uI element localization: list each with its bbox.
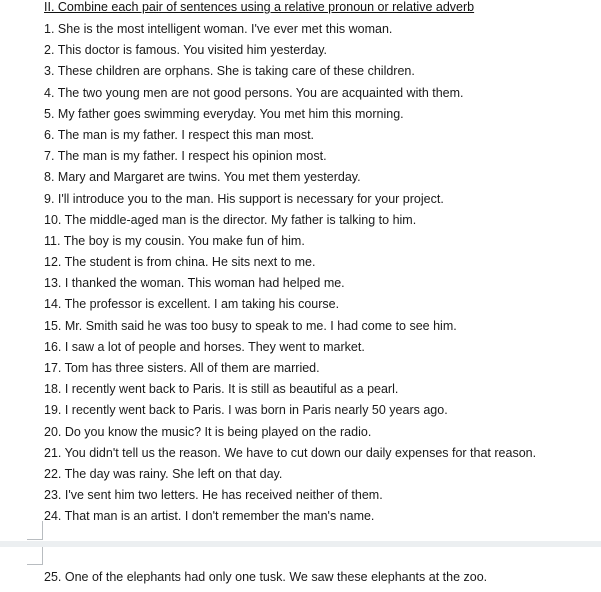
item-text: I've sent him two letters. He has received neither of them. [64,488,383,503]
exercise-item [44,422,536,443]
item-number: 25 . [44,570,65,584]
item-number: 20 . [44,425,65,439]
item-number: 13 . [44,276,65,290]
exercise-list [44,19,536,528]
item-text: I recently went back to Paris. I was born in Paris nearly 50 years ago. [64,403,448,418]
item-number: 3 . [44,64,58,78]
item-number: 21 . [44,446,65,460]
item-text: These children are orphans. She is taking care of these children. [57,64,415,79]
item-number: 8 . [44,170,58,184]
exercise-item [44,464,536,485]
exercise-item [44,125,536,146]
item-text: My father goes swimming everyday. You met him this morning. [57,106,404,121]
item-number: 17 . [44,361,65,375]
item-number: 9 . [44,192,58,206]
document-page-2 [0,547,601,592]
item-number: 24 . [44,509,65,523]
item-number: 7 . [44,149,58,163]
exercise-item [44,210,536,231]
item-number: 4 . [44,86,58,100]
item-number: 19 . [44,403,65,417]
item-number: 11 . [44,234,64,248]
exercise-item [44,189,536,210]
exercise-item [44,443,536,464]
exercise-item [44,167,536,188]
page-corner-mark [27,547,43,565]
item-number: 18 . [44,382,65,396]
exercise-item [44,252,536,273]
item-text: One of the elephants had only one tusk. We saw these elephants at the zoo. [64,570,488,584]
item-number: 23 . [44,488,65,502]
exercise-item [44,485,536,506]
item-number: 6 . [44,128,58,142]
item-text: The boy is my cousin. You make fun of him. [63,233,305,248]
item-number: 5 . [44,107,58,121]
item-number: 16 . [44,340,65,354]
item-text: The two young men are not good persons. You are acquainted with them. [57,85,464,100]
exercise-item [44,61,536,82]
exercise-item [44,358,536,379]
exercise-item [44,40,536,61]
exercise-item [44,379,536,400]
exercise-item [44,568,487,586]
item-text: Mr. Smith said he was too busy to speak to me. I had come to see him. [64,318,457,333]
exercise-item [44,83,536,104]
exercise-item [44,19,536,40]
item-text: The middle-aged man is the director. My father is talking to him. [64,212,417,227]
item-text: The day was rainy. She left on that day. [64,466,283,481]
item-text: The professor is excellent. I am taking his course. [64,297,340,312]
item-number: 14 . [44,297,65,311]
exercise-item [44,400,536,421]
item-number: 2 . [44,43,58,57]
item-text: Mary and Margaret are twins. You met them yesterday. [57,170,361,185]
item-text: I recently went back to Paris. It is still as beautiful as a pearl. [64,382,399,397]
item-text: The man is my father. I respect this man most. [57,127,315,142]
exercise-item [44,146,536,167]
exercise-item [44,104,536,125]
item-number: 12 . [44,255,65,269]
item-number: 10 . [44,213,65,227]
exercise-item [44,337,536,358]
item-text: I'll introduce you to the man. His support is necessary for your project. [57,191,444,206]
item-text: The man is my father. I respect his opinion most. [57,149,327,164]
page-corner-mark [27,521,43,540]
item-text: You didn't tell us the reason. We have to cut down our daily expenses for that reason. [64,445,537,460]
item-text: Tom has three sisters. All of them are married. [64,361,320,375]
exercise-item [44,506,536,527]
section-heading: II. Combine each pair of sentences using a relative pronoun or relative adverb [44,0,475,14]
item-number: 1 . [44,22,58,36]
item-text: That man is an artist. I don't remember the man's name. [64,509,375,524]
item-text: She is the most intelligent woman. I've ever met this woman. [57,22,393,36]
item-number: 22 . [44,467,65,481]
item-text: The student is from china. He sits next to me. [64,255,316,270]
item-number: 15 . [44,319,65,333]
exercise-item [44,231,536,252]
exercise-item [44,294,536,315]
exercise-item [44,273,536,294]
item-text: I thanked the woman. This woman had helped me. [64,276,345,291]
item-text: Do you know the music? It is being played on the radio. [64,424,372,439]
item-text: I saw a lot of people and horses. They went to market. [64,339,365,354]
item-text: This doctor is famous. You visited him yesterday. [57,43,328,58]
exercise-item [44,316,536,337]
